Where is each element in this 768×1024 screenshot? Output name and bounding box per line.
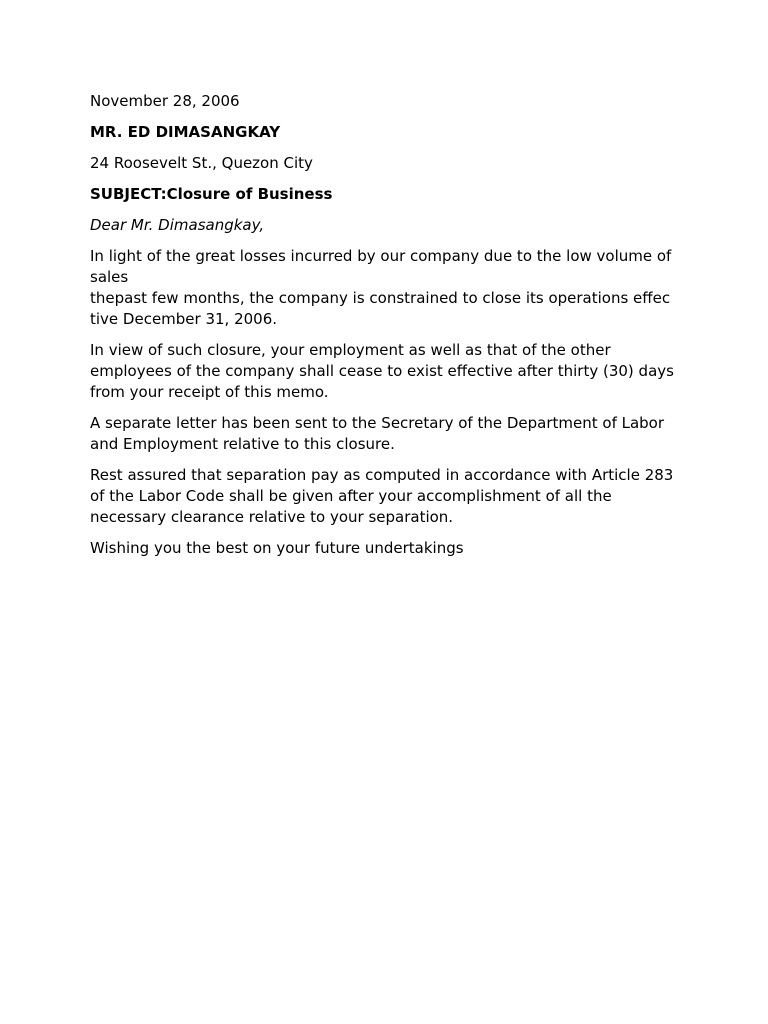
body-paragraph-3 bbox=[90, 413, 690, 455]
paragraph-line: sales bbox=[90, 268, 129, 286]
closing-line bbox=[90, 538, 690, 559]
paragraph-line: A separate letter has been sent to the Secretary of the Department of Labor bbox=[90, 414, 665, 432]
recipient-address-text: 24 Roosevelt St., Quezon City bbox=[90, 154, 313, 172]
recipient-name bbox=[90, 122, 690, 143]
body-paragraph-1 bbox=[90, 246, 690, 330]
recipient-address bbox=[90, 153, 690, 174]
paragraph-line: Rest assured that separation pay as computed in accordance with Article 283 bbox=[90, 466, 674, 484]
paragraph-line: necessary clearance relative to your separation. bbox=[90, 508, 454, 526]
salutation bbox=[90, 215, 690, 236]
letter-date bbox=[90, 91, 690, 112]
paragraph-line: tive December 31, 2006. bbox=[90, 310, 278, 328]
paragraph-line: and Employment relative to this closure. bbox=[90, 435, 395, 453]
paragraph-line: thepast few months, the company is constrained to close its operations effec bbox=[90, 289, 671, 307]
body-paragraph-2 bbox=[90, 340, 690, 403]
paragraph-line: In view of such closure, your employment as well as that of the other bbox=[90, 341, 611, 359]
recipient-name-text: MR. ED DIMASANGKAY bbox=[90, 123, 281, 141]
paragraph-line: In light of the great losses incurred by our company due to the low volume of bbox=[90, 247, 672, 265]
body-paragraph-4 bbox=[90, 465, 690, 528]
subject-text: SUBJECT:Closure of Business bbox=[90, 185, 333, 203]
date-text: November 28, 2006 bbox=[90, 92, 240, 110]
paragraph-line: of the Labor Code shall be given after your accomplishment of all the bbox=[90, 487, 612, 505]
closing-text: Wishing you the best on your future undertakings bbox=[90, 539, 464, 557]
letter-page bbox=[90, 91, 690, 569]
paragraph-line: from your receipt of this memo. bbox=[90, 383, 329, 401]
paragraph-line: employees of the company shall cease to exist effective after thirty (30) days bbox=[90, 362, 674, 380]
salutation-text: Dear Mr. Dimasangkay, bbox=[90, 216, 265, 234]
subject-line bbox=[90, 184, 690, 205]
